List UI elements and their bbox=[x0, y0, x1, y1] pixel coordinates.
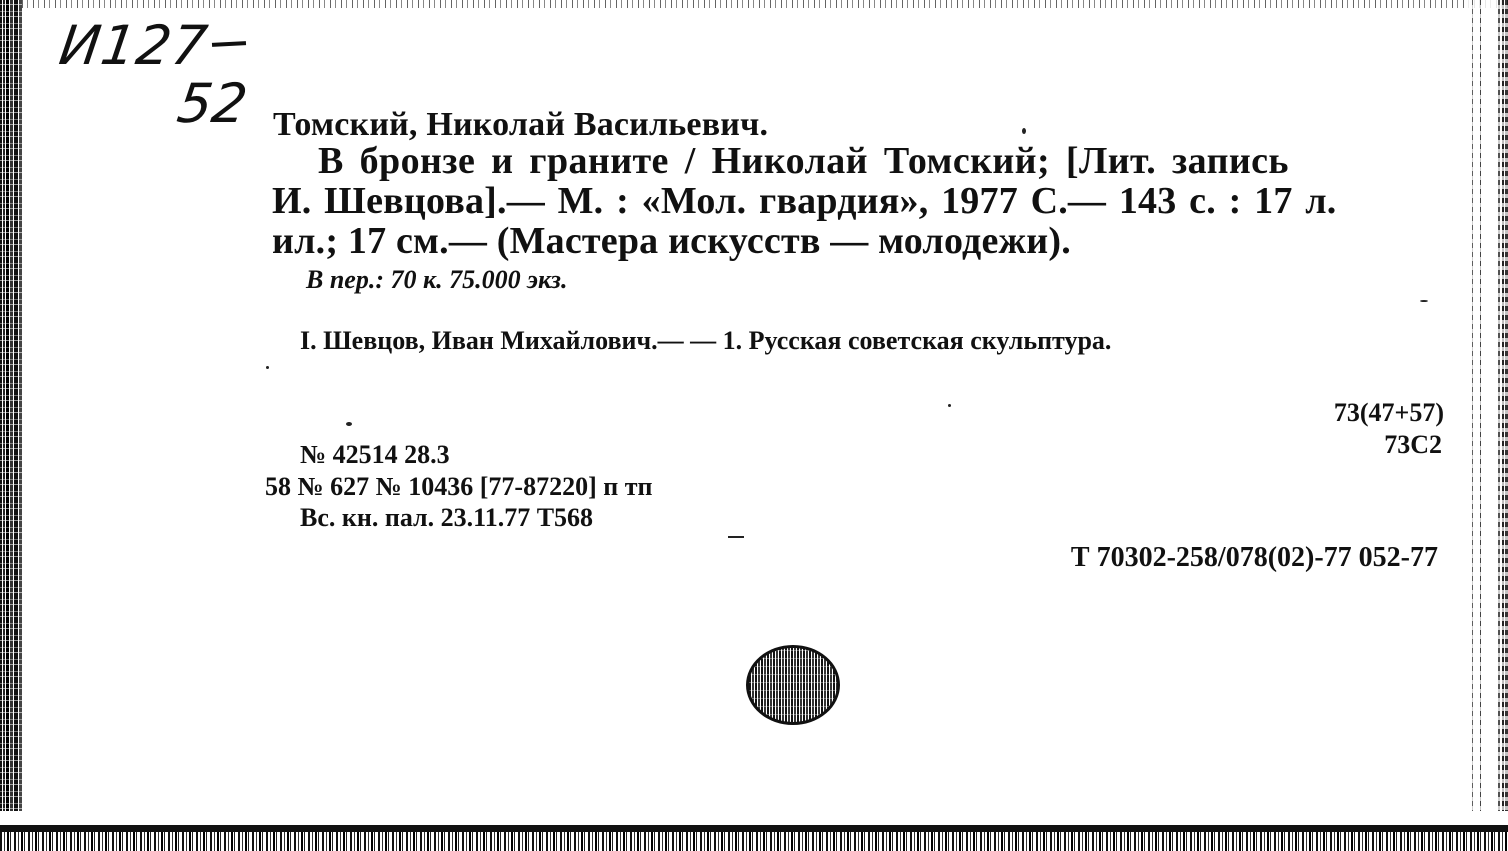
card-punch-hole bbox=[746, 645, 840, 725]
record-line-2: 58 № 627 № 10436 [77-87220] п тп bbox=[265, 472, 653, 501]
scan-edge-left bbox=[0, 0, 22, 851]
scan-edge-top bbox=[0, 0, 1508, 8]
title-line-1: В бронзе и граните / Николай Томский; [Лит. запись bbox=[318, 140, 1289, 182]
handwritten-rule bbox=[212, 41, 246, 47]
price-line: В пер.: 70 к. 75.000 экз. bbox=[306, 265, 568, 294]
classification-code-1: 73(47+57) bbox=[1333, 398, 1444, 427]
title-line-3: ил.; 17 см.— (Мастера искусств — молодежи). bbox=[272, 220, 1071, 262]
scan-speck bbox=[948, 404, 951, 407]
scan-edge-right bbox=[1468, 0, 1508, 851]
scan-speck bbox=[346, 422, 352, 426]
classification-code-2: 73С2 bbox=[1384, 430, 1442, 459]
scan-edge-bottom bbox=[0, 811, 1508, 851]
scan-speck bbox=[1022, 128, 1026, 134]
title-line-2: И. Шевцова].— М. : «Мол. гвардия», 1977 С.— 143 с. : 17 л. bbox=[272, 180, 1337, 222]
publisher-code: Т 70302-258/078(02)-77 052-77 bbox=[1070, 542, 1438, 573]
scan-speck bbox=[1420, 300, 1428, 302]
record-line-1: № 42514 28.3 bbox=[300, 440, 450, 469]
handwritten-call-number: И127 bbox=[55, 14, 212, 77]
record-line-3: Вс. кн. пал. 23.11.77 Т568 bbox=[300, 503, 594, 532]
scan-speck bbox=[728, 536, 744, 538]
handwritten-call-number-sub: 52 bbox=[173, 72, 252, 135]
tracings-line: I. Шевцов, Иван Михайлович.— — 1. Русская советская скульптура. bbox=[300, 326, 1112, 355]
author-heading: Томский, Николай Васильевич. bbox=[273, 106, 769, 143]
scan-speck bbox=[266, 366, 269, 369]
